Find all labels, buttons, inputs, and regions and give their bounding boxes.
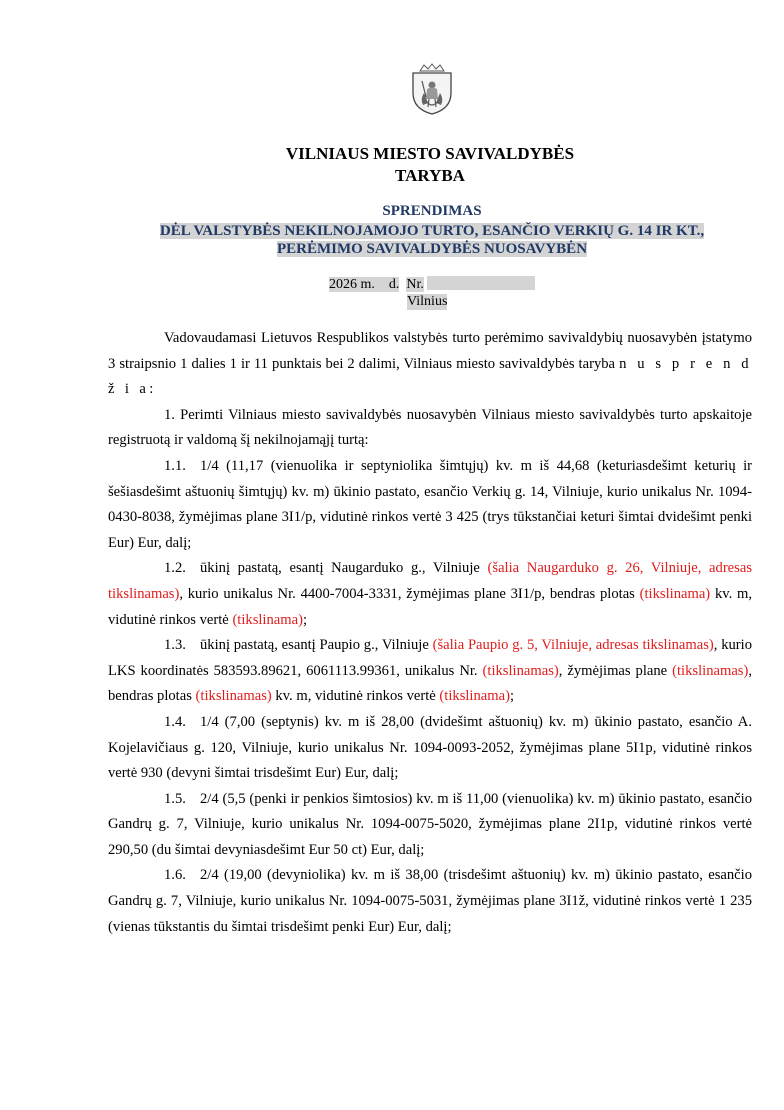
title-line-2: PERĖMIMO SAVIVALDYBĖS NUOSAVYBĖN [276, 241, 588, 257]
item-text: ; [509, 688, 515, 705]
institution-name: VILNIAUS MIESTO SAVIVALDYBĖS [285, 144, 575, 163]
item-text: ūkinį pastatą, esantį Naugarduko g., Vilniuje [200, 560, 488, 577]
clarification-note: (šalia Paupio g. 5, Vilniuje, adresas tikslinamas) [432, 637, 714, 654]
item-text: , žymėjimas plane [558, 662, 673, 679]
number-blank [427, 276, 535, 290]
item-1-1-paragraph [108, 454, 752, 556]
number-label: Nr. [406, 277, 424, 292]
item-text: 1/4 (7,00 (septynis) kv. m iš 28,00 (dvidešimt aštuonių) kv. m) ūkinio pastato, esančio A. Kojelavičiaus g. 120, Vilniuje, kurio unikalus Nr. 1094-0093-2052, žymėjimas plane 5I1p, vidutinė rinkos vertė 930 (devyni šimtai trisdešimt Eur) Eur, dalį; [108, 713, 752, 782]
item-text: ūkinį pastatą, esantį Paupio g., Vilniuje [200, 637, 433, 654]
decides-word: n u s p r e n d ž i a: [108, 355, 752, 398]
item-1-4-paragraph [108, 710, 752, 787]
item-text: 1/4 (11,17 (vienuolika ir septyniolika šimtųjų) kv. m iš 44,68 (keturiasdešimt keturių ir šešiasdešimt aštuonių šimtųjų) kv. m) ūkinio pastato, esančio Verkių g. 14, Vilniuje, kurio unikalus Nr. 1094-0430-8038, žymėjimas plane 3I1/p, vidutinė rinkos vertė 3 425 (trys tūkstančiai keturi šimtai dvidešimt penki Eur) Eur, dalį; [108, 457, 752, 551]
item-1-3-paragraph [108, 633, 752, 710]
document-body [108, 326, 752, 940]
title-line-1: DĖL VALSTYBĖS NEKILNOJAMOJO TURTO, ESANČIO VERKIŲ G. 14 IR KT., [159, 223, 705, 239]
item-number: 1.4. [164, 713, 186, 730]
item-text: , kurio LKS koordinatės 583593.89621, 6061113.99361, unikalus Nr. [108, 637, 752, 679]
clarification-note: (tikslinama) [439, 688, 510, 705]
document-type: SPRENDIMAS [382, 203, 482, 219]
item-number: 1.2. [164, 560, 186, 577]
item-text: 2/4 (19,00 (devyniolika) kv. m iš 38,00 (trisdešimt aštuonių) kv. m) ūkinio pastato, esančio Gandrų g. 7, Vilniuje, kurio unikalus Nr. 1094-0075-5031, žymėjimas plane 3I1ž, vidutinė rinkos vertė 1 235 (vienas tūkstantis du šimtai trisdešimt penki Eur) Eur, dalį; [108, 867, 752, 935]
institution-body: TARYBA [395, 166, 465, 185]
date-year: 2026 m. [329, 277, 375, 292]
city-name: Vilnius [407, 294, 448, 309]
item-1-6-paragraph [108, 863, 752, 940]
preamble-paragraph [108, 326, 752, 403]
clarification-note: (tikslinama) [232, 611, 303, 628]
clarification-note: (tikslinamas) [195, 688, 272, 705]
item-text: kv. m, vidutinė rinkos vertė [108, 585, 753, 628]
vilnius-coat-of-arms-icon [408, 63, 456, 115]
item-number: 1.6. [164, 867, 186, 884]
item-1-2-paragraph [108, 556, 752, 633]
item-1-5-paragraph [108, 787, 752, 864]
document-title [0, 222, 784, 258]
date-day-label: d. [388, 277, 400, 292]
item-number: 1.3. [164, 637, 186, 654]
clarification-note: (tikslinamas) [672, 662, 749, 679]
clarification-note: (tikslinama) [639, 585, 711, 602]
date-number-line [329, 276, 535, 293]
item-number: 1.5. [164, 790, 186, 807]
item-number: 1.1. [164, 457, 186, 474]
clarification-note: (tikslinamas) [482, 662, 559, 679]
item-1-paragraph: 1. Perimti Vilniaus miesto savivaldybės nuosavybėn Vilniaus miesto savivaldybės turto apskaitoje registruotą ir valdomą šį nekilnojamąjį turtą: [108, 406, 752, 449]
item-text: ; [302, 611, 308, 628]
item-text: kv. m, vidutinė rinkos vertė [271, 688, 440, 705]
preamble-text: Vadovaudamasi Lietuvos Respublikos valstybės turto perėmimo savivaldybių nuosavybėn įstatymo 3 straipsnio 1 dalies 1 ir 11 punktais bei 2 dalimi, Vilniaus miesto savivaldybės taryba [108, 330, 752, 372]
clarification-note: (šalia Naugarduko g. 26, Vilniuje, adresas tikslinamas) [108, 560, 752, 602]
item-text: , kurio unikalus Nr. 4400-7004-3331, žymėjimas plane 3I1/p, bendras plotas [179, 585, 640, 602]
item-text: 2/4 (5,5 (penki ir penkios šimtosios) kv. m iš 11,00 (vienuolika) kv. m) ūkinio pastato, esančio Gandrų g. 7, Vilniuje, kurio unikalus Nr. 1094-0075-5020, žymėjimas plane 2I1p, vidutinė rinkos vertė 290,50 (du šimtai devyniasdešimt Eur 50 ct) Eur, dalį; [108, 790, 752, 858]
item-text: , bendras plotas [108, 662, 752, 705]
